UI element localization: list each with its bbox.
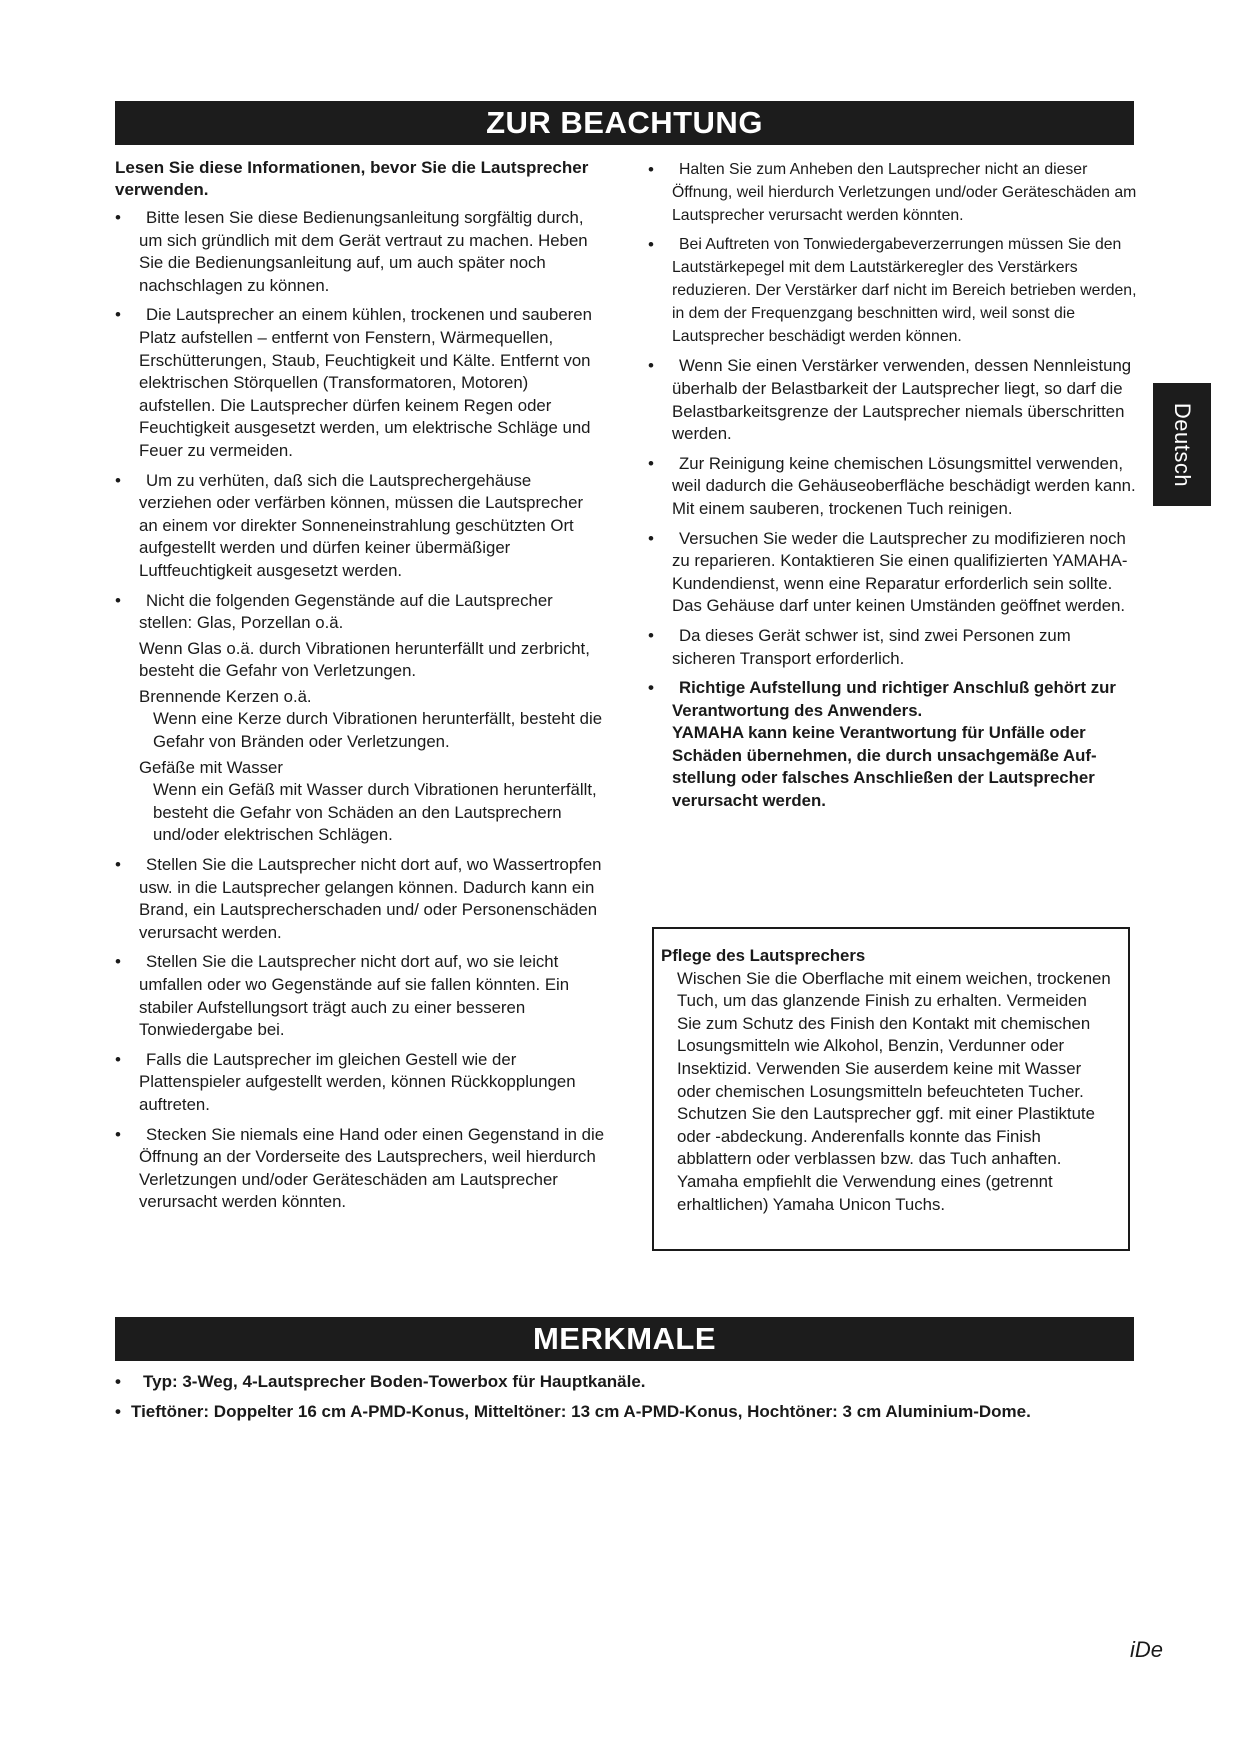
page-number: iDe bbox=[1130, 1637, 1164, 1662]
list-subtext: Wenn eine Kerze durch Vibrationen herunterfällt, besteht die Gefahr von Bränden oder Verletzungen. bbox=[153, 709, 603, 752]
list-subhead: Gefäße mit Wasser bbox=[139, 757, 283, 777]
list-item: • Stellen Sie die Lautsprecher nicht dort auf, wo Wassertropfen usw. in die Lautsprecher gelangen können. Dadurch kann ein Brand, ein Lautsprecherschaden und/ oder Personenschäden verursacht werden. bbox=[115, 854, 605, 944]
list-item-warning: • Richtige Aufstellung und richtiger Anschluß gehört zur Verantwortung des Anwenders. YAMAHA kann keine Verantwortung für Unfälle oder Schäden übernehmen, die durch unsachgemäße Auf-stellung oder falsches Anschließen der Lautsprecher verursacht werden. bbox=[648, 677, 1138, 813]
list-item: • Wenn Sie einen Verstärker verwenden, dessen Nennleistung überhalb der Belastbarkeit der Lautsprecher liegt, so darf die Belastbarkeitsgrenze der Lautsprecher niemals überschritten werden. bbox=[648, 355, 1138, 445]
list-item: • Um zu verhüten, daß sich die Lautsprechergehäuse verziehen oder verfärben können, müssen die Lautsprecher an einem vor direkter Sonneneinstrahlung geschützten Ort aufgestellt werden und dürfen keiner übermäßiger Luftfeuchtigkeit ausgesetzt werden. bbox=[115, 470, 605, 583]
features-heading: MERKMALE bbox=[115, 1317, 1134, 1361]
features-list bbox=[115, 1371, 1195, 1431]
left-column bbox=[115, 157, 605, 1221]
list-item: • Halten Sie zum Anheben den Lautsprecher nicht an dieser Öffnung, weil hierdurch Verletzungen und/oder Geräteschäden am Lautsprecher verursacht werden könnten. bbox=[648, 159, 1138, 227]
list-subtext: Wenn ein Gefäß mit Wasser durch Vibrationen herunterfällt, besteht die Gefahr von Schäden an den Lautsprechern und/oder elektrischen Schlägen. bbox=[153, 780, 597, 845]
caution-list-right bbox=[648, 159, 1138, 813]
list-item: • Da dieses Gerät schwer ist, sind zwei Personen zum sicheren Transport erforderlich. bbox=[648, 625, 1138, 670]
right-column bbox=[648, 159, 1138, 820]
list-item: • Stecken Sie niemals eine Hand oder einen Gegenstand in die Öffnung an der Vorderseite des Lautsprechers, weil hierdurch Verletzungen und/oder Geräteschäden am Lautsprecher verursacht werden könnten. bbox=[115, 1124, 605, 1214]
list-subhead: Brennende Kerzen o.ä. bbox=[139, 686, 312, 706]
intro-text: Lesen Sie diese Informationen, bevor Sie die Lautsprecher verwenden. bbox=[115, 158, 589, 199]
list-item: • Die Lautsprecher an einem kühlen, trockenen und sauberen Platz aufstellen – entfernt von Fenstern, Wärmequellen, Erschütterungen, Staub, Feuchtigkeit und Kälte. Entfernt von elektrischen Störquellen (Transformatoren, Motoren) aufstellen. Die Lautsprecher dürfen keinem Regen oder Feuchtigkeit ausgesetzt werden, um elektrische Schläge und Feuer zu vermeiden. bbox=[115, 304, 605, 462]
caution-heading: ZUR BEACHTUNG bbox=[115, 101, 1134, 145]
list-item: • Falls die Lautsprecher im gleichen Gestell wie der Plattenspieler aufgestellt werden, können Rückkopplungen auftreten. bbox=[115, 1049, 605, 1117]
care-box-text: Wischen Sie die Oberflache mit einem weichen, trockenen Tuch, um das glanzende Finish zu erhalten. Vermeiden Sie zum Schutz des Finish den Kontakt mit chemischen Losungsmitteln wie Alkohol, Benzin, Verdunner oder Insektizid. Verwenden Sie auserdem keine mit Wasser oder chemischen Losungsmitteln befeuchteten Tucher. Schutzen Sie den Lautsprecher ggf. mit einer Plastiktute oder -abdeckung. Anderenfalls konnte das Finish abblattern oder verblassen bzw. das Tuch anhaften. Yamaha empfiehlt die Verwendung eines (getrennt erhaltlichen) Yamaha Unicon Tuchs. bbox=[677, 968, 1111, 1214]
list-item: • Nicht die folgenden Gegenstände auf die Lautsprecher stellen: Glas, Porzellan o.ä. Wenn Glas o.ä. durch Vibrationen herunterfällt und zerbricht, besteht die Gefahr von Verletzungen. Brennende Kerzen o.ä. Wenn eine Kerze durch Vibrationen herunterfällt, besteht die Gefahr von Bränden oder Verletzungen. Gefäße mit Wasser Wenn ein Gefäß mit Wasser durch Vibrationen herunterfällt, besteht die Gefahr von Schäden an den Lautsprechern und/oder elektrischen Schlägen. bbox=[115, 590, 605, 848]
care-box-title: Pflege des Lautsprechers bbox=[661, 946, 866, 965]
list-item: • Stellen Sie die Lautsprecher nicht dort auf, wo sie leicht umfallen oder wo Gegenstände auf sie fallen könnten. Ein stabiler Aufstellungsort trägt auch zu einer besseren Tonwiedergabe bei. bbox=[115, 951, 605, 1041]
list-subtext: Wenn Glas o.ä. durch Vibrationen herunterfällt und zerbricht, besteht die Gefahr von Verletzungen. bbox=[139, 638, 590, 681]
feature-item: • Tieftöner: Doppelter 16 cm A-PMD-Konus, Mitteltöner: 13 cm A-PMD-Konus, Hochtöner: 3 cm Aluminium-Dome. bbox=[115, 1401, 1195, 1423]
caution-list-left bbox=[115, 207, 605, 1214]
list-item: • Bei Auftreten von Tonwiedergabeverzerrungen müssen Sie den Lautstärkepegel mit dem Lautstärkeregler des Verstärkers reduzieren. Der Verstärker darf nicht im Bereich betrieben werden, in dem der Frequenzgang beschnitten wird, weil sonst die Lautsprecher beschädigt werden können. bbox=[648, 234, 1138, 348]
list-item: • Versuchen Sie weder die Lautsprecher zu modifizieren noch zu reparieren. Kontaktieren Sie einen qualifizierten YAMAHA-Kundendienst, wenn eine Reparatur erforderlich sein sollte. Das Gehäuse darf unter keinen Umständen geöffnet werden. bbox=[648, 528, 1138, 618]
language-tab-label: Deutsch bbox=[1170, 402, 1195, 487]
feature-item: • Typ: 3-Weg, 4-Lautsprecher Boden-Towerbox für Hauptkanäle. bbox=[115, 1371, 1195, 1393]
list-item: • Bitte lesen Sie diese Bedienungsanleitung sorgfältig durch, um sich gründlich mit dem Gerät vertraut zu machen. Heben Sie die Bedienungsanleitung auf, um auch später noch nachschlagen zu können. bbox=[115, 207, 605, 297]
list-item: • Zur Reinigung keine chemischen Lösungsmittel verwenden, weil dadurch die Gehäuseoberfläche beschädigt werden kann. Mit einem sauberen, trockenen Tuch reinigen. bbox=[648, 453, 1138, 521]
language-tab bbox=[1153, 383, 1211, 506]
care-box bbox=[652, 927, 1130, 1251]
